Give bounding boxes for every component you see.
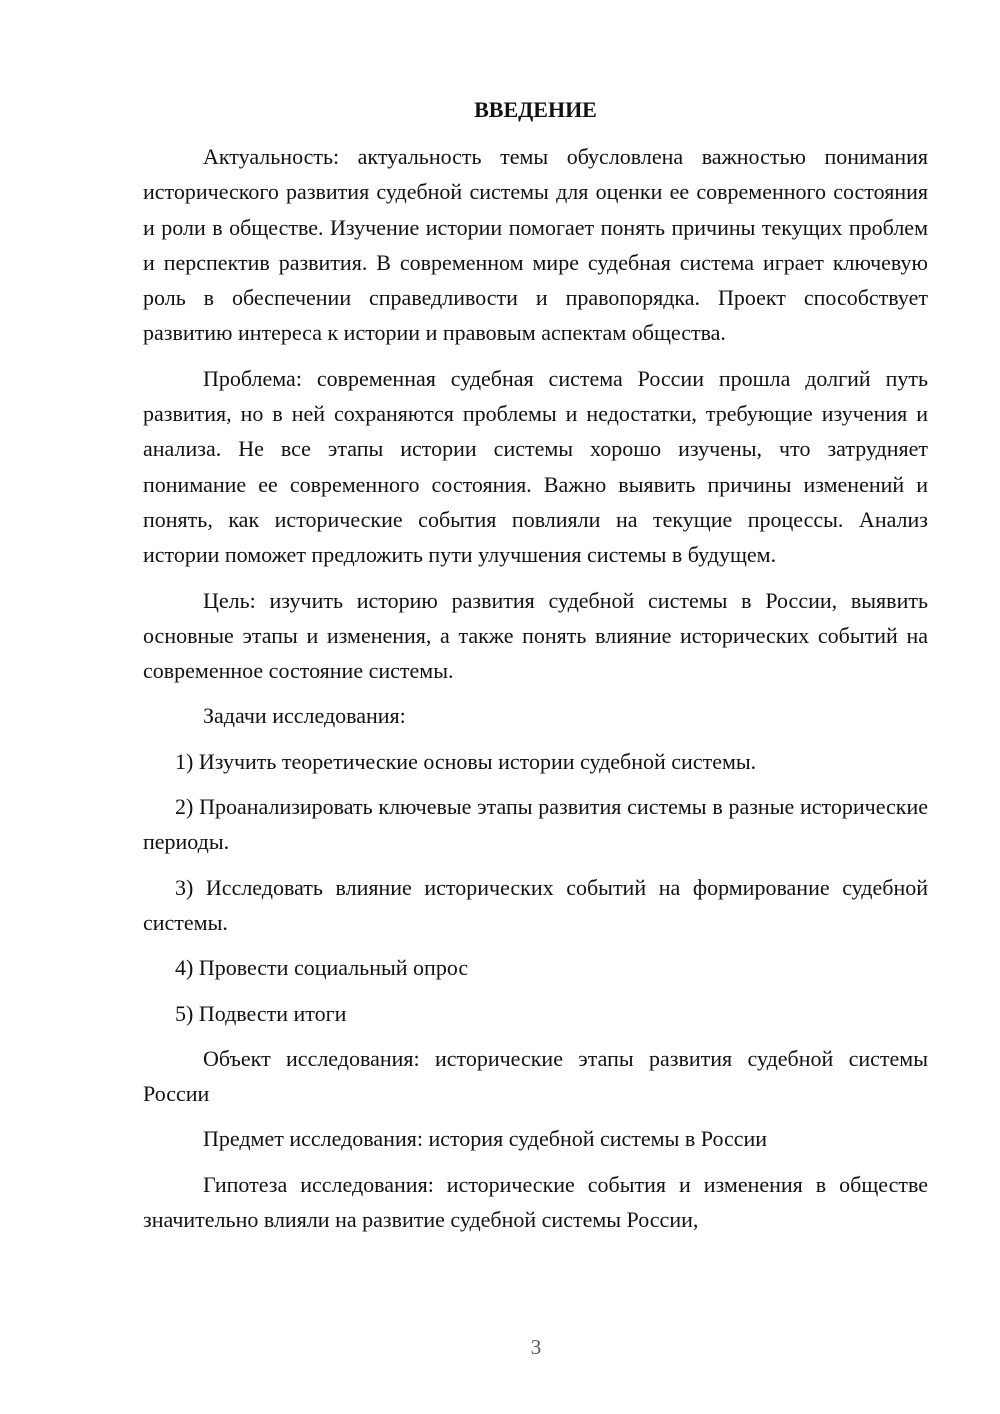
task-item-3: 3) Исследовать влияние исторических событий на формирование судебной системы.: [143, 874, 928, 935]
hypothesis-paragraph: Гипотеза исследования: исторические события и изменения в обществе значительно влияли на развитие судебной системы России,: [143, 1171, 928, 1233]
task-item-2: 2) Проанализировать ключевые этапы развития системы в разные исторические периоды.: [143, 794, 928, 855]
tasks-heading: Задачи исследования:: [203, 703, 406, 729]
task-item-5: 5) Подвести итоги: [175, 1000, 347, 1026]
goal-paragraph: Цель: изучить историю развития судебной системы в России, выявить основные этапы и изменения, а также понять влияние исторических событий на современное состояние системы.: [143, 587, 928, 684]
task-item-4: 4) Провести социальный опрос: [175, 955, 469, 981]
page-number: 3: [530, 1335, 542, 1359]
task-item-1: 1) Изучить теоретические основы истории судебной системы.: [175, 748, 757, 774]
relevance-paragraph: Актуальность: актуальность темы обусловлена важностью понимания исторического развития судебной системы для оценки ее современного состояния и роли в обществе. Изучение истории помогает понять причины текущих проблем и перспектив развития. В современном мире судебная система играет ключевую роль в обеспечении справедливости и правопорядка. Проект способствует развитию интереса к истории и правовым аспектам общества.: [143, 144, 928, 346]
problem-paragraph: Проблема: современная судебная система России прошла долгий путь развития, но в ней сохраняются проблемы и недостатки, требующие изучения и анализа. Не все этапы истории системы хорошо изучены, что затрудняет понимание ее современного состояния. Важно выявить причины изменений и понять, как исторические события повлияли на текущие процессы. Анализ истории поможет предложить пути улучшения системы в будущем.: [143, 365, 928, 568]
section-title: ВВЕДЕНИЕ: [474, 97, 597, 122]
document-body: [143, 95, 928, 1247]
research-subject-paragraph: Предмет исследования: история судебной системы в России: [203, 1126, 768, 1152]
research-object-paragraph: Объект исследования: исторические этапы развития судебной системы России: [143, 1045, 928, 1107]
